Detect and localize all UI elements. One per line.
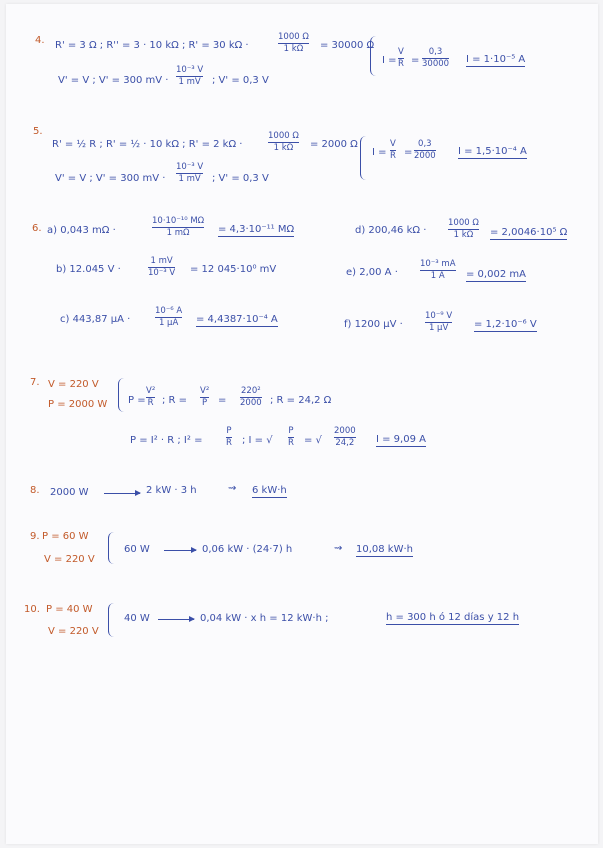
conversion-fraction: 1000 Ω 1 kΩ [268,131,299,154]
current-root-fraction: P R [288,426,294,449]
value-fraction: 0,3 2000 [414,139,436,162]
current-line: P = I² · R ; I² = [130,435,203,446]
ohm-law: I = [382,55,397,66]
part-f-result: = 1,2·10⁻⁶ V [474,319,537,330]
conversion: 0,06 kW · (24·7) h [202,544,293,555]
brace [108,532,115,564]
part-d-label: d) 200,46 kΩ · [355,225,427,236]
part-c-result: = 4,4387·10⁻⁴ A [196,314,278,325]
part-b-result: = 12 045·10⁰ mV [190,264,277,275]
voltage-fraction: 10⁻³ V 1 mV [176,162,204,185]
voltage-line: V' = V ; V' = 300 mV · [58,75,169,86]
arrow [104,493,140,494]
given-voltage: V = 220 V [48,379,99,390]
current-square-fraction: P R [226,426,232,449]
part-d-result: = 2,0046·10⁵ Ω [490,227,568,238]
arrow [164,550,196,551]
resistance-result: ; R = 24,2 Ω [270,395,332,406]
part-b-fraction: 1 mV 10⁻³ V [148,256,176,279]
problem-number: 6. [32,223,42,234]
resistance-line: R' = 3 Ω ; R'' = 3 · 10 kΩ ; R' = 30 kΩ · [55,40,249,51]
conversion-fraction: 1000 Ω 1 kΩ [278,32,309,55]
part-f-label: f) 1200 μV · [344,319,403,330]
part-e-fraction: 10⁻³ mA 1 A [420,259,456,282]
given-voltage: V = 220 V [44,554,95,565]
resistance-result: = 2000 Ω [310,139,358,150]
voltage-result: ; V' = 0,3 V [212,75,269,86]
problem-number: 10. [24,604,40,615]
part-a-fraction: 10·10⁻¹⁰ MΩ 1 mΩ [152,216,205,239]
part-a-label: a) 0,043 mΩ · [47,225,116,236]
answer: I = 1·10⁻⁵ A [466,54,526,65]
problem-number: 5. [33,126,43,137]
problem-number: 7. [30,377,40,388]
current-value-fraction: 2000 24,2 [334,426,356,449]
answer: 10,08 kW·h [356,544,414,555]
ohm-fraction: V R [398,47,404,70]
part-d-fraction: 1000 Ω 1 kΩ [448,218,479,241]
brace [370,36,377,76]
given-power: P = 2000 W [48,399,108,410]
given-power: P = 60 W [42,531,89,542]
problem-number: 4. [35,35,45,46]
voltage-result: ; V' = 0,3 V [212,173,269,184]
part-c-fraction: 10⁻⁶ A 1 μA [155,306,183,329]
start-value: 2000 W [50,487,89,498]
part-e-label: e) 2,00 A · [346,267,398,278]
given-voltage: V = 220 V [48,626,99,637]
ohm-fraction: V R [390,139,396,162]
arrow [158,619,194,620]
answer: I = 1,5·10⁻⁴ A [458,146,527,157]
resistance-line: R' = ½ R ; R' = ½ · 10 kΩ ; R' = 2 kΩ · [52,139,243,150]
voltage-fraction: 10⁻³ V 1 mV [176,65,204,88]
given-power: P = 40 W [46,604,93,615]
brace [360,136,367,180]
part-f-fraction: 10⁻⁹ V 1 μV [425,311,453,334]
part-b-label: b) 12.045 V · [56,264,121,275]
power-formula-fraction: V² R [146,386,156,409]
resistance-formula-fraction: V² P [200,386,210,409]
answer: h = 300 h ó 12 días y 12 h [386,612,520,623]
resistance-result: = 30000 Ω [320,40,375,51]
part-c-label: c) 443,87 μA · [60,314,131,325]
start-value: 40 W [124,613,150,624]
wavy-arrow: ⇝ [228,483,237,494]
conversion: 0,04 kW · x h = 12 kW·h ; [200,613,329,624]
problem-number: 8. [30,485,40,496]
problem-number: 9. [30,531,40,542]
part-a-result: = 4,3·10⁻¹¹ MΩ [218,224,295,235]
start-value: 60 W [124,544,150,555]
paper-sheet [6,4,598,844]
answer: I = 9,09 A [376,434,426,445]
brace [108,603,115,637]
voltage-line: V' = V ; V' = 300 mV · [55,173,166,184]
wavy-arrow: ⇝ [334,543,343,554]
part-e-result: = 0,002 mA [466,269,526,280]
resistance-value-fraction: 220² 2000 [240,386,262,409]
brace [118,378,125,412]
answer: 6 kW·h [252,485,287,496]
conversion: 2 kW · 3 h [146,485,197,496]
ohm-law: I = [372,147,387,158]
value-fraction: 0,3 30000 [422,47,450,70]
